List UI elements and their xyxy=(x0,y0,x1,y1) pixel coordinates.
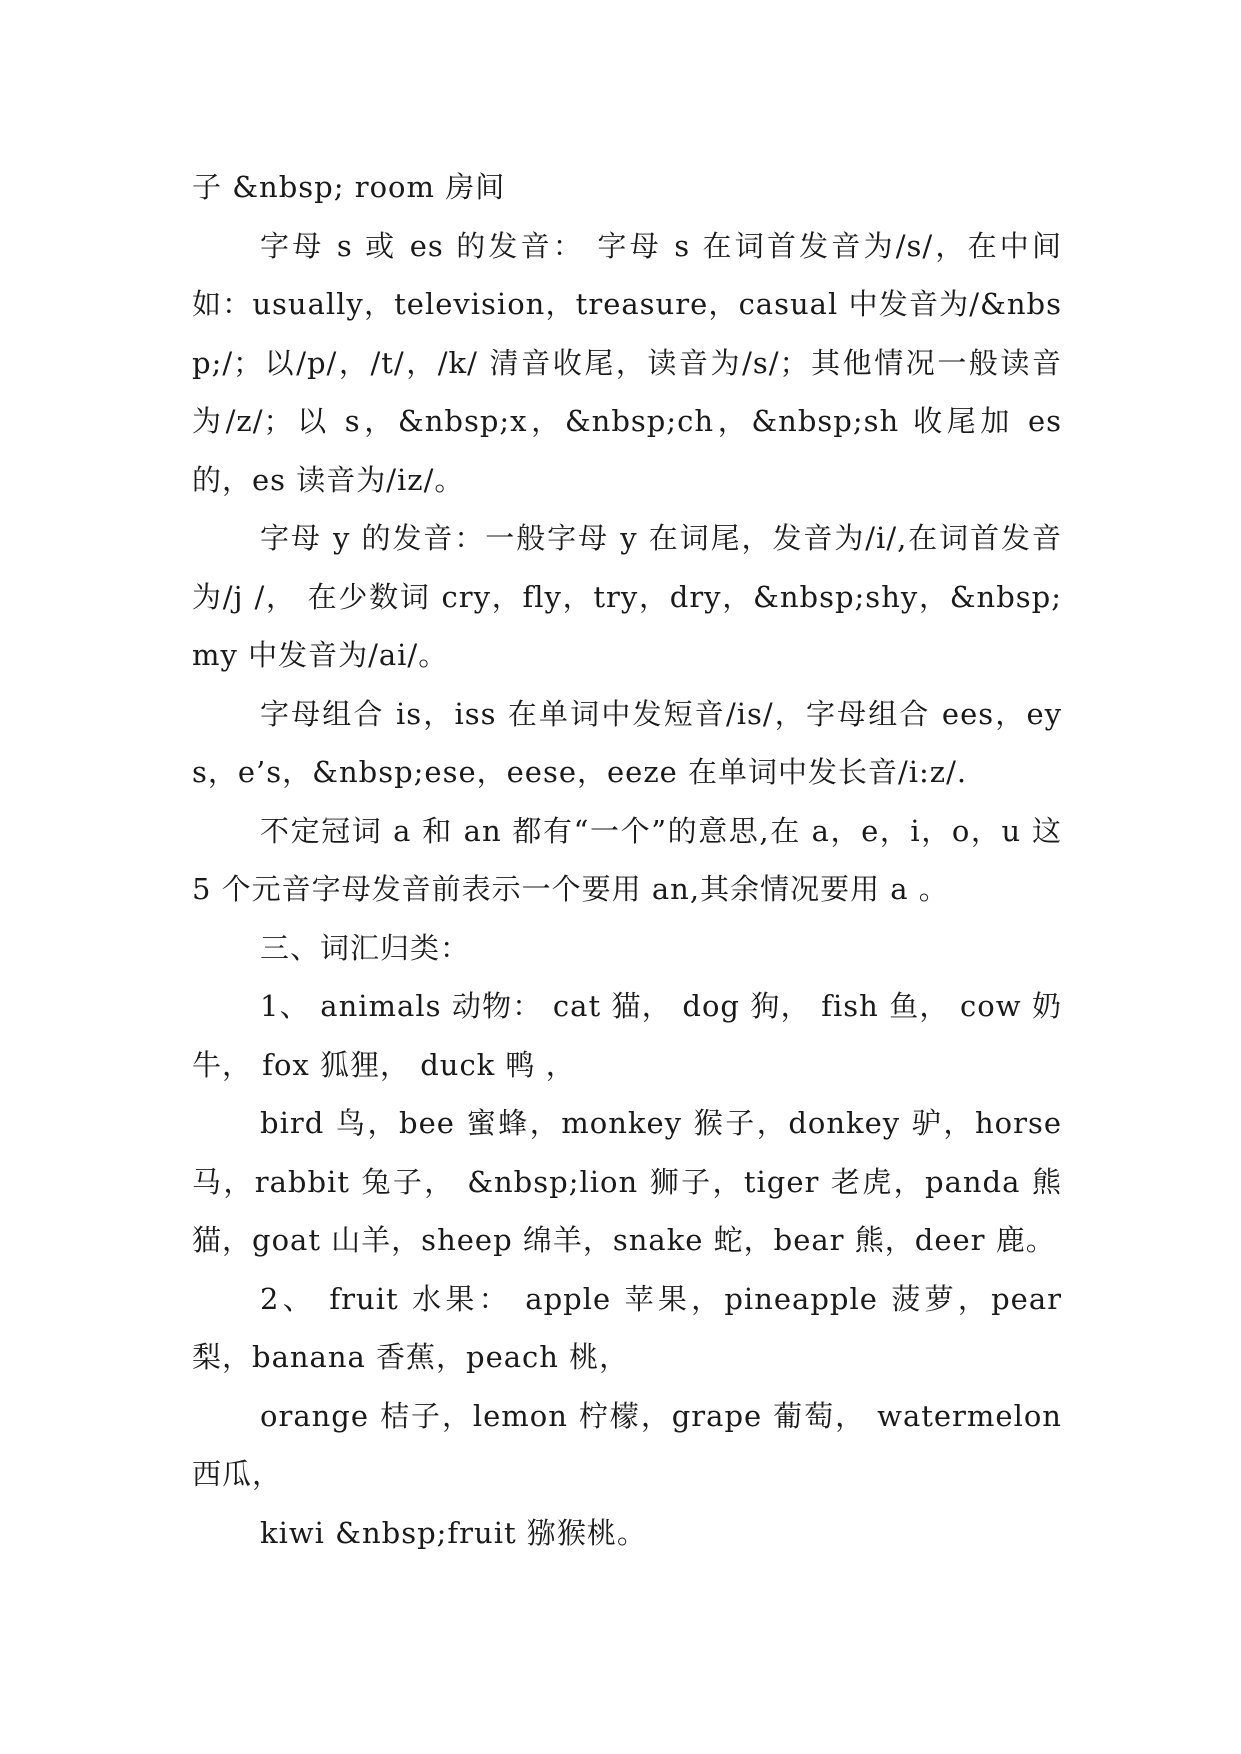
paragraph-s-es-pronunciation: 字母 s 或 es 的发音： 字母 s 在词首发音为/s/，在中间如：usually，television，treasure，casual 中发音为/&nbsp;/；以/p/，/t/，/k/ 清音收尾，读音为/s/；其他情况一般读音为/z/；以 s，&nbsp;x，&nbsp;ch，&nbsp;sh 收尾加 es 的，es 读音为/iz/。 xyxy=(192,228,1062,497)
paragraph-y-pronunciation: 字母 y 的发音：一般字母 y 在词尾，发音为/i/,在词首发音为/j /， 在少数词 cry，fly，try，dry，&nbsp;shy，&nbsp;my 中发音为/ai/。 xyxy=(192,521,1062,672)
paragraph-fruit-3: kiwi &nbsp;fruit 猕猴桃。 xyxy=(260,1515,647,1550)
document-body xyxy=(192,158,1062,1562)
paragraph-is-iss-combination: 字母组合 is，iss 在单词中发短音/is/，字母组合 ees，eys，e’s，&nbsp;ese，eese，eeze 在单词中发长音/i:z/. xyxy=(192,696,1062,789)
paragraph-fruit-1: 2、 fruit 水果： apple 苹果，pineapple 菠萝，pear 梨，banana 香蕉，peach 桃， xyxy=(192,1281,1062,1374)
paragraph-animals-1: 1、 animals 动物： cat 猫， dog 狗， fish 鱼， cow 奶牛， fox 狐狸， duck 鸭 ， xyxy=(192,989,1062,1082)
paragraph-fruit-2: orange 桔子，lemon 柠檬，grape 葡萄， watermelon 西瓜， xyxy=(192,1398,1062,1491)
paragraph-1: 子 &nbsp; room 房间 xyxy=(192,170,506,204)
paragraph-indefinite-article: 不定冠词 a 和 an 都有“一个”的意思,在 a，e，i，o，u 这 5 个元音字母发音前表示一个要用 an,其余情况要用 a 。 xyxy=(192,813,1062,906)
paragraph-animals-2: bird 鸟，bee 蜜蜂，monkey 猴子，donkey 驴，horse 马，rabbit 兔子， &nbsp;lion 狮子，tiger 老虎，panda 熊猫，goat 山羊，sheep 绵羊，snake 蛇，bear 熊，deer 鹿。 xyxy=(192,1106,1062,1257)
section-heading-vocabulary: 三、词汇归类： xyxy=(260,930,471,965)
